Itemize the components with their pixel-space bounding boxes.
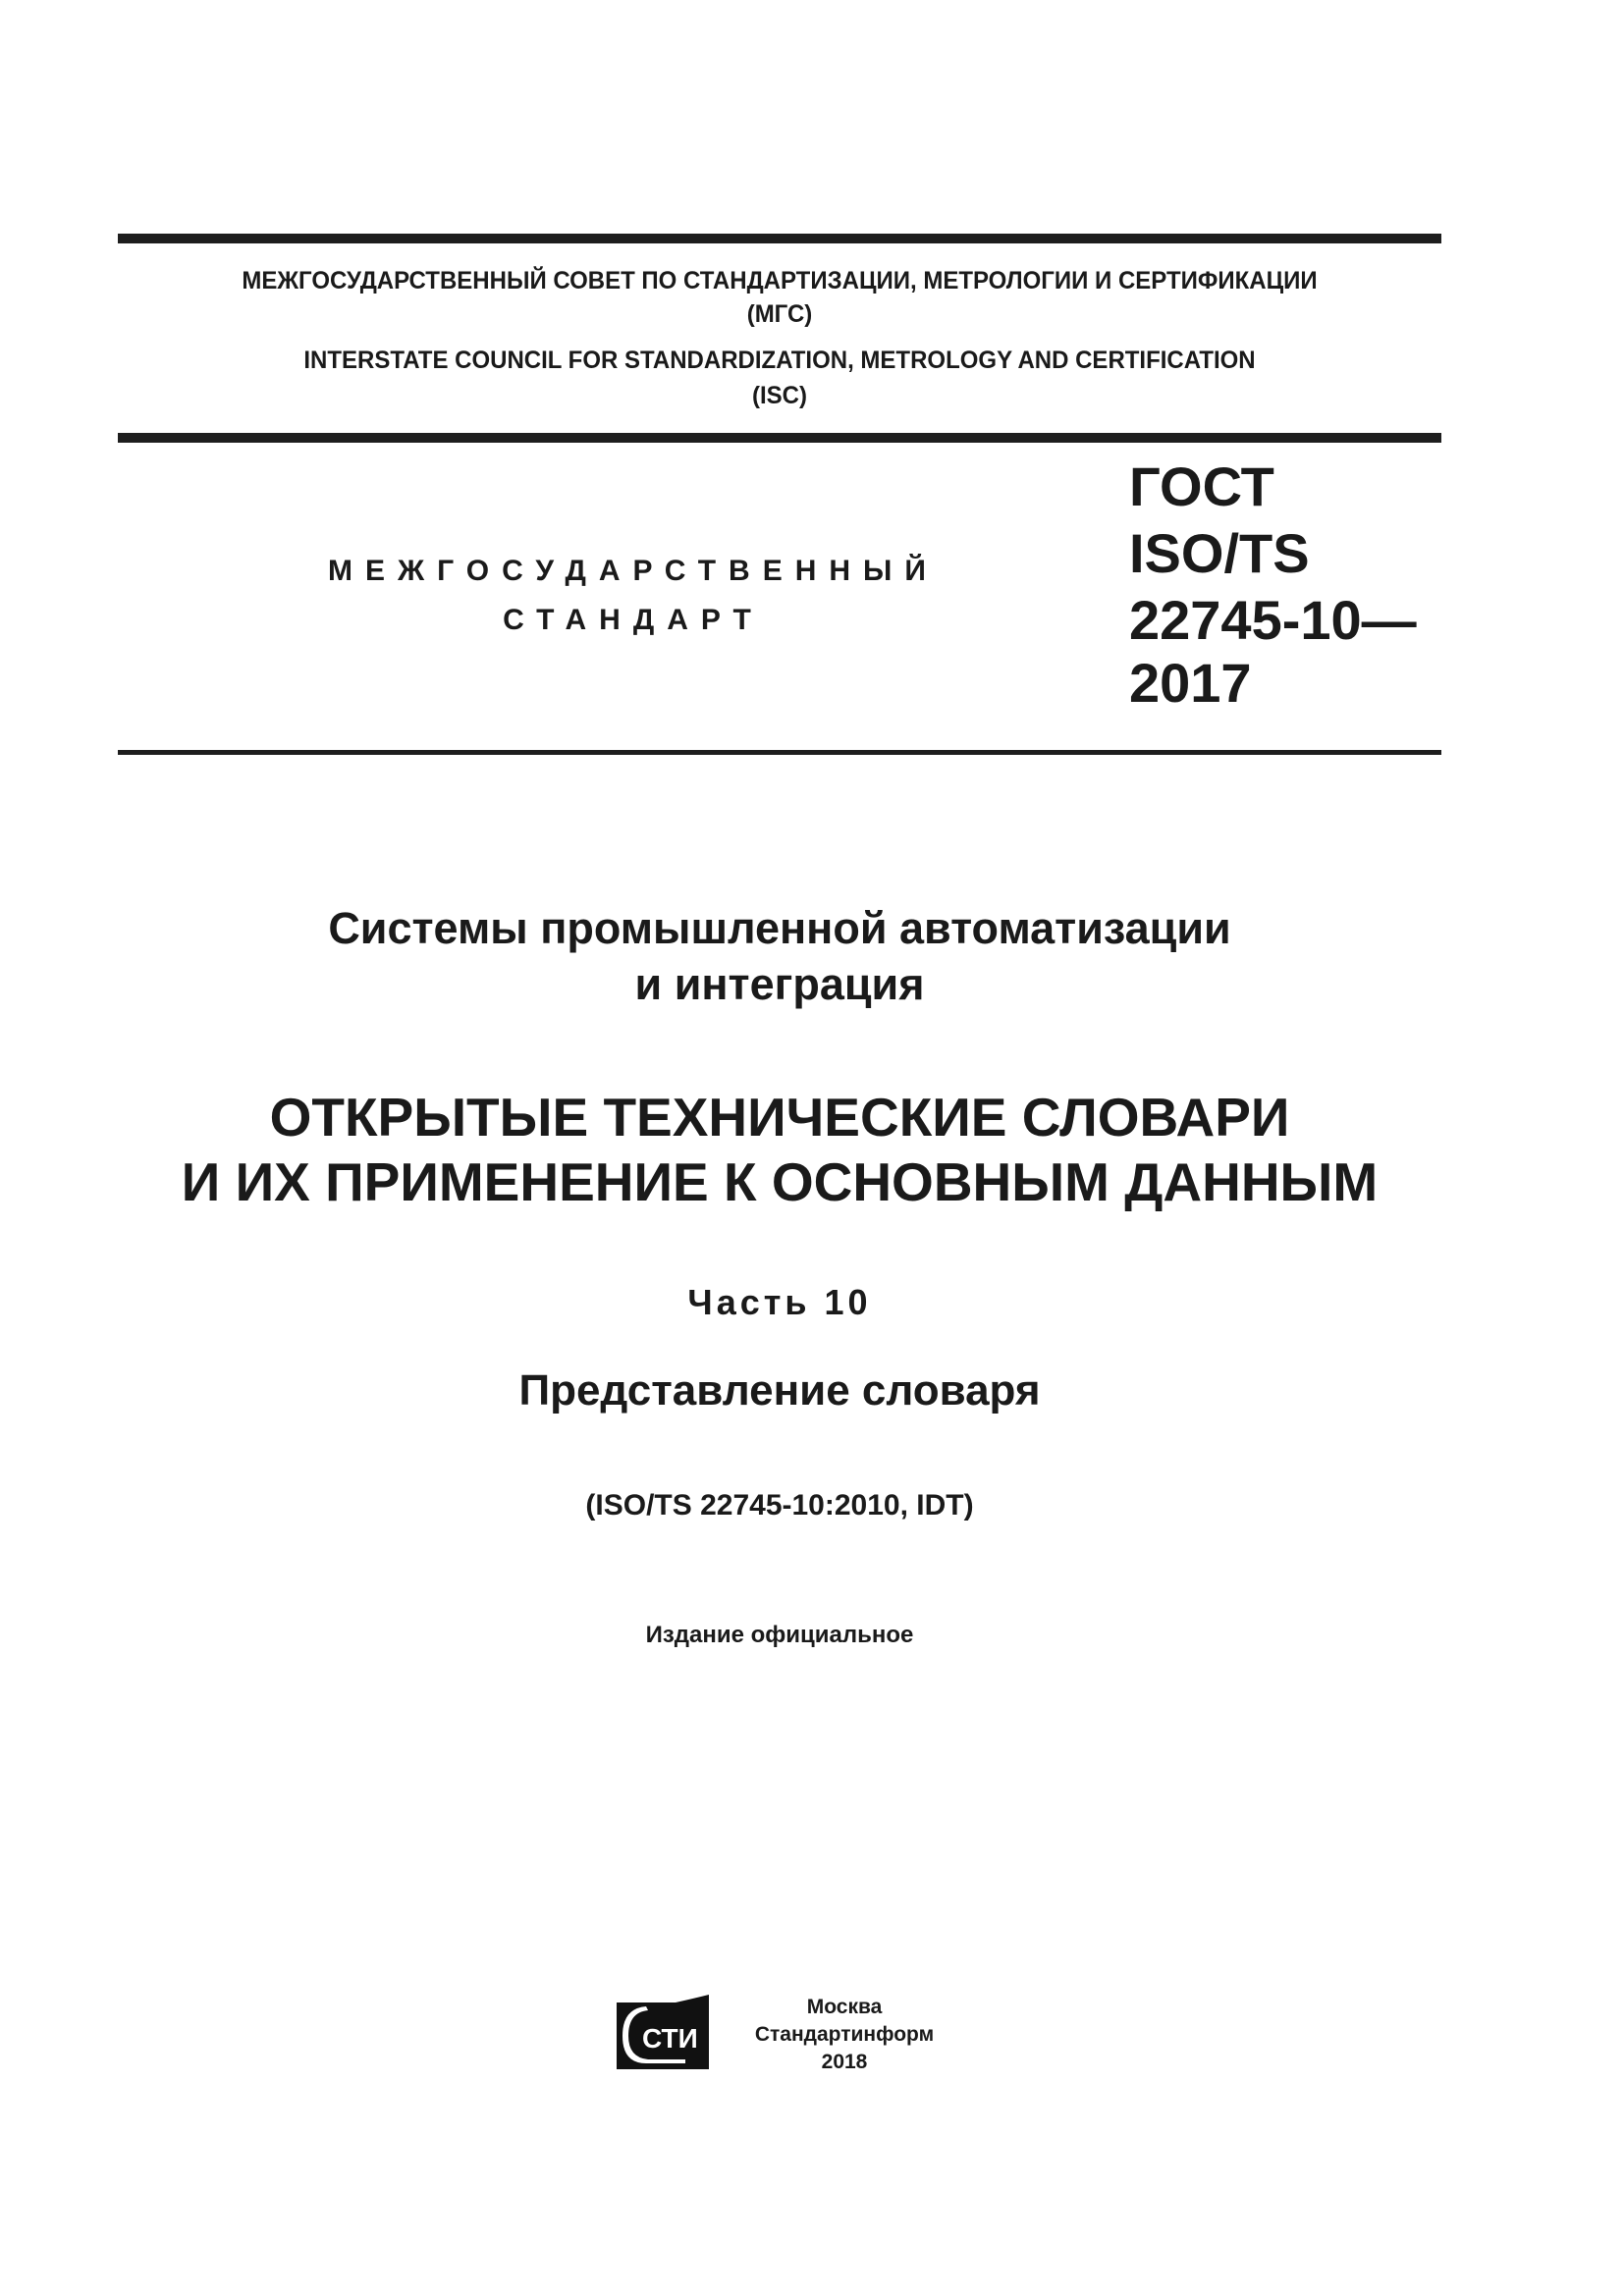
iso-reference: (ISO/TS 22745-10:2010, IDT) [585,1489,974,1522]
main-title-line2: И ИХ ПРИМЕНЕНИЕ К ОСНОВНЫМ ДАННЫМ [181,1151,1379,1212]
designation-line4: 2017 [1129,652,1252,714]
standard-type-line2: СТАНДАРТ [503,604,764,636]
standard-type-line1: МЕЖГОСУДАРСТВЕННЫЙ [328,555,939,587]
designation-line2: ISO/TS [1129,522,1310,584]
general-title-line1: Системы промышленной автоматизации [328,903,1231,953]
main-title-line1: ОТКРЫТЫЕ ТЕХНИЧЕСКИЕ СЛОВАРИ [269,1087,1290,1148]
edition-note: Издание официальное [645,1622,914,1648]
council-name-en: INTERSTATE COUNCIL FOR STANDARDIZATION, METROLOGY AND CERTIFICATION [303,347,1256,374]
designation-line3: 22745-10— [1129,589,1417,651]
standartinform-logo [617,1995,711,2071]
general-title-line2: и интеграция [634,959,925,1009]
top-rule [118,234,1441,243]
bottom-rule [118,750,1441,755]
publisher-name: Стандартинформ [754,2023,935,2046]
svg-text:СТИ: СТИ [642,2023,698,2054]
council-abbr-ru: (МГС) [746,300,813,328]
designation-line1: ГОСТ [1129,455,1274,517]
part-title: Представление словаря [518,1366,1041,1415]
part-number: Часть 10 [687,1282,872,1322]
middle-rule [118,433,1441,443]
council-name-ru: МЕЖГОСУДАРСТВЕННЫЙ СОВЕТ ПО СТАНДАРТИЗАЦИИ, МЕТРОЛОГИИ И СЕРТИФИКАЦИИ [242,267,1318,294]
council-abbr-en: (ISC) [751,382,807,409]
publisher-city: Москва [806,1996,883,2018]
publication-year: 2018 [821,2051,868,2073]
